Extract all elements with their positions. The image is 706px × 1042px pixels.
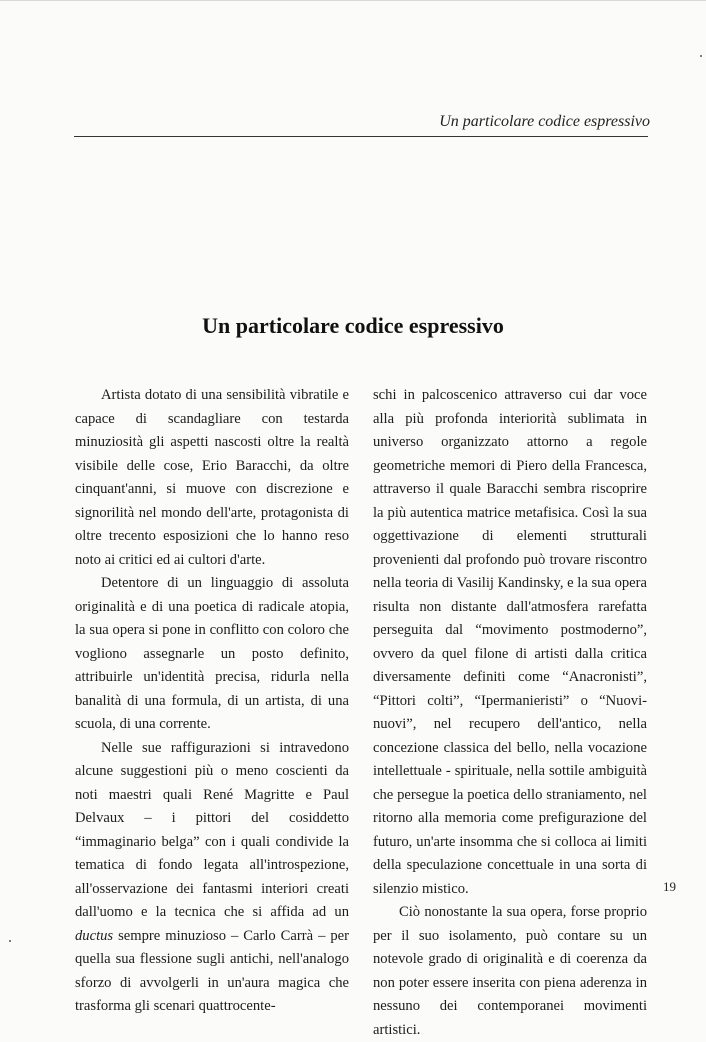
italic-term: ductus <box>75 927 114 944</box>
paragraph-continued: schi in palcoscenico attraverso cui dar voce alla più profonda interiorità sublimata in universo organizzato attorno a regole geometriche memori di Piero della Francesca, attraverso il quale Baracchi sembra riscoprire la più autentica matrice metafisica. Così la sua oggettivazione di elementi strutturali provenienti dal profondo può trovare riscontro nella teoria di Vasilij Kandinsky, e la sua opera risulta non distante dall'atmosfera rarefatta perseguita dal “movimento postmoderno”, ovvero da quel filone di artisti dalla critica diversamente definiti come “Anacronisti”, “Pittori colti”, “Ipermanieristi” o “Nuovi-nuovi”, nel recupero dell'antico, nella concezione classica del bello, nella vocazione intellettuale - spirituale, nella sottile ambiguità che persegue la poetica dello straniamento, nel ritorno alla memoria come prefigurazione del futuro, un'arte insomma che si colloca ai limiti della speculazione concettuale in una sorta di silenzio mistico. <box>373 387 647 897</box>
text-column-left <box>75 384 349 1019</box>
running-header: Un particolare codice espressivo <box>439 113 650 130</box>
page-top-edge <box>0 0 706 1</box>
paragraph: Ciò nonostante la sua opera, forse proprio per il suo isolamento, può contare su un notevole grado di originalità e di coerenza da non poter essere inserita con piena aderenza in nessuno dei contemporanei movimenti artistici. <box>373 904 647 1038</box>
scan-speck <box>700 55 702 57</box>
page-number: 19 <box>663 879 676 894</box>
paragraph: Detentore di un linguaggio di assoluta originalità e di una poetica di radicale atopia, la sua opera si pone in conflitto con coloro che vogliono assegnarle un posto definito, attribuirle un'identità precisa, ridurla nella banalità di una formula, di un artista, di una scuola, di una corrente. <box>75 575 349 732</box>
paragraph-text: Nelle sue raffigurazioni si intravedono alcune suggestioni più o meno coscienti da noti maestri quali René Magritte e Paul Delvaux – i pittori del cosiddetto “immaginario belga” con i quali condivide la tematica di fondo legata all'introspezione, all'osservazione dei fantasmi interiori creati dall'uomo e la tecnica che si affida ad un <box>75 739 349 920</box>
paragraph: Artista dotato di una sensibilità vibratile e capace di scandagliare con testarda minuziosità gli aspetti nascosti oltre la realtà visibile delle cose, Erio Baracchi, da oltre cinquant'anni, si muove con discrezione e signorilità nel mondo dell'arte, protagonista di oltre trecento esposizioni che lo hanno reso noto ai critici ed ai cultori d'arte. <box>75 387 349 568</box>
header-rule <box>74 136 648 137</box>
scan-speck <box>9 940 11 942</box>
text-column-right <box>373 384 647 1042</box>
paragraph <box>75 737 349 1019</box>
chapter-title: Un particolare codice espressivo <box>202 313 504 338</box>
paragraph-text: sempre minuzioso – Carlo Carrà – per quella sua flessione sugli antichi, nell'analogo sforzo di avvolgerli in un'aura magica che trasforma gli scenari quattrocente- <box>75 927 349 1014</box>
